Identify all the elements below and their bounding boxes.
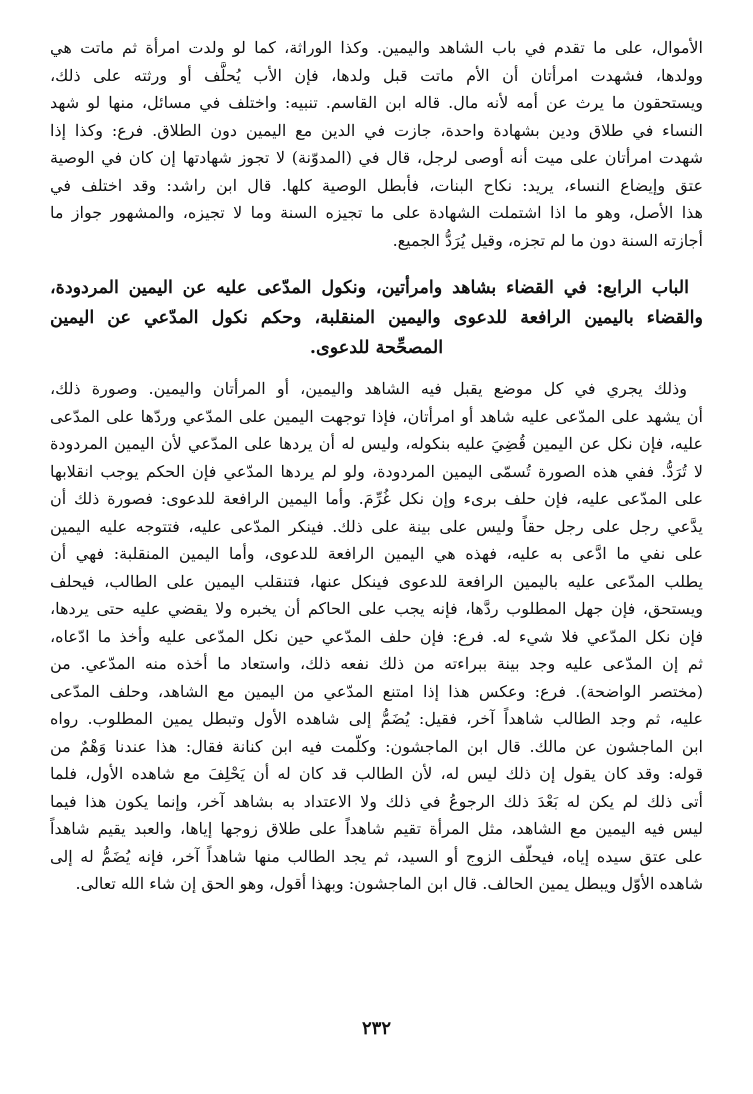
text-line: أجازته السنة دون ما لم تجزه، وقيل يُرَدُّ الجميع. xyxy=(392,230,703,250)
text-line: شاهده الأوّل ويبطل يمين الحالف. قال ابن الماجشون: وبهذا أقول، وهو الحق إن شاء الله تعالى. xyxy=(75,874,703,893)
text-line: وولدها، فشهدت امرأتان أن الأم ماتت قبل ولدها، فإن الأب يُحلَّف أو ورثته على ذلك، xyxy=(50,65,703,85)
text-line: فإن نكل المدّعي فلا شيء له. فرع: فإن حلف المدّعي حين نكل المدّعى عليه وأخذ ما ادّعاه، xyxy=(50,626,703,646)
page-number: ٢٣٢ xyxy=(361,1018,391,1039)
book-page xyxy=(50,34,703,1064)
text-line: قوله: وقد كان يقول إن ذلك ليس له، لأن الطالب قد كان له أن يَحْلِفَ مع شاهده الأول، فلما xyxy=(50,764,703,783)
text-line: على المدّعى عليه، فإن حلف برىء وإن نكل غُرِّمَ. وأما اليمين الرافعة للدعوى: فصورة ذلك أن xyxy=(50,489,703,508)
text-line: عليه، فإن نكل عن اليمين قُضِيَ عليه بنكوله، وليس له أن يردها على المدّعي لأن اليمين المردودة xyxy=(50,434,703,453)
text-line: عتق وإيضاع النساء، يريد: نكاح البنات، فأبطل الوصية كلها. قال ابن راشد: وقد اختلف في xyxy=(50,175,703,195)
text-line: يطلب المدّعى عليه باليمين الرافعة للدعوى فينكل عنها، فتنقلب اليمين على الطالب، فيحلف xyxy=(50,571,703,591)
text-line: أن يشهد على المدّعى عليه شاهد أو امرأتان، فإذا توجهت اليمين على المدّعي وردّها على المدّعى xyxy=(50,406,703,426)
text-line: على عتق سيده إياه، فيحلّف الزوج أو السيد، ثم يجد الطالب منها شاهداً آخر، فإنه يُضَمُّ له إلى xyxy=(50,846,703,866)
text-line: ويستحق، فإن جهل المطلوب ردَّها، فإنه يجب على الحاكم أن يخبره ولا يقضي عليه حتى يردها، xyxy=(50,599,703,618)
text-line: على نفي ما ادَّعى به عليه، فهذه هي اليمين الرافعة للدعوى، وأما اليمين المنقلبة: فهي أن xyxy=(50,544,703,563)
text-line: يدَّعي رجل على رجل حقاً وليس على بينة على ذلك. فينكر المدّعى عليه، فتتوجه عليه اليمين xyxy=(50,516,703,536)
text-line: ثم إن المدّعى عليه وجد بينة ببراءته من ذلك نفعه ذلك، واستعاد ما أخذه منه المدّعي. من xyxy=(50,654,703,673)
text-line: ويستحقون ما يرث عن أمه لأنه مال. قاله ابن القاسم. تنبيه: واختلف في مسائل، منها لو شهد xyxy=(50,93,703,112)
text-line: هذا الأصل، وهو ما اذا اشتملت الشهادة على ما تجيزه السنة وما لا تجيزه، والمشهور جواز ما xyxy=(50,203,703,222)
heading-line: والقضاء باليمين الرافعة للدعوى واليمين المنقلبة، وحكم نكول المدّعي عن اليمين xyxy=(50,308,703,328)
paragraph-1 xyxy=(50,34,703,254)
text-line: وذلك يجري في كل موضع يقبل فيه الشاهد واليمين، أو المرأتان واليمين. وصورة ذلك، xyxy=(50,379,687,398)
text-line: ابن الماجشون عن مالك. قال ابن الماجشون: وكلّمت فيه ابن كنانة فقال: هذا عندنا وَهْمٌ من xyxy=(50,736,703,756)
text-line: شهدت امرأتان على ميت أنه أوصى لرجل، قال في (المدوّنة) لا تجوز شهادتها إن كان في الوصية xyxy=(50,148,703,167)
text-line: لا تُرَدُّ. ففي هذه الصورة تُسمّى اليمين المردودة، ولو لم يردها المدّعي فإن الحكم يوجب انقلابها xyxy=(50,461,703,481)
text-line: عليه، ثم وجد الطالب شاهداً آخر، فقيل: يُضَمُّ إلى شاهده الأول وتبطل يمين المطلوب. رواه xyxy=(50,709,703,728)
text-line: أتى ذلك لم يكن له بَعْدَ ذلك الرجوعُ في ذلك ولا الاعتداد به بشاهد آخر، وإنما يكون هذا فيما xyxy=(50,791,703,811)
heading-line: الباب الرابع: في القضاء بشاهد وامرأتين، ونكول المدّعى عليه عن اليمين المردودة، xyxy=(50,278,689,298)
heading-line: المصحِّحة للدعوى. xyxy=(309,338,444,358)
text-line: (مختصر الواضحة). فرع: وعكس هذا إذا امتنع المدّعي من اليمين مع الشاهد، وحلف المدّعى xyxy=(50,681,703,701)
text-line: الأموال، على ما تقدم في باب الشاهد واليمين. وكذا الوراثة، كما لو ولدت امرأة ثم ماتت هي xyxy=(50,38,703,57)
paragraph-2 xyxy=(50,375,703,898)
chapter-heading xyxy=(50,273,703,363)
text-line: ليس فيه اليمين مع الشاهد، مثل المرأة تقيم شاهداً على طلاق زوجها إياها، والعبد يقيم شاهداً xyxy=(50,819,703,838)
text-line: النساء في طلاق ودين بشهادة واحدة، جازت في الدين مع اليمين دون الطلاق. فرع: وكذا إذا xyxy=(50,120,703,140)
